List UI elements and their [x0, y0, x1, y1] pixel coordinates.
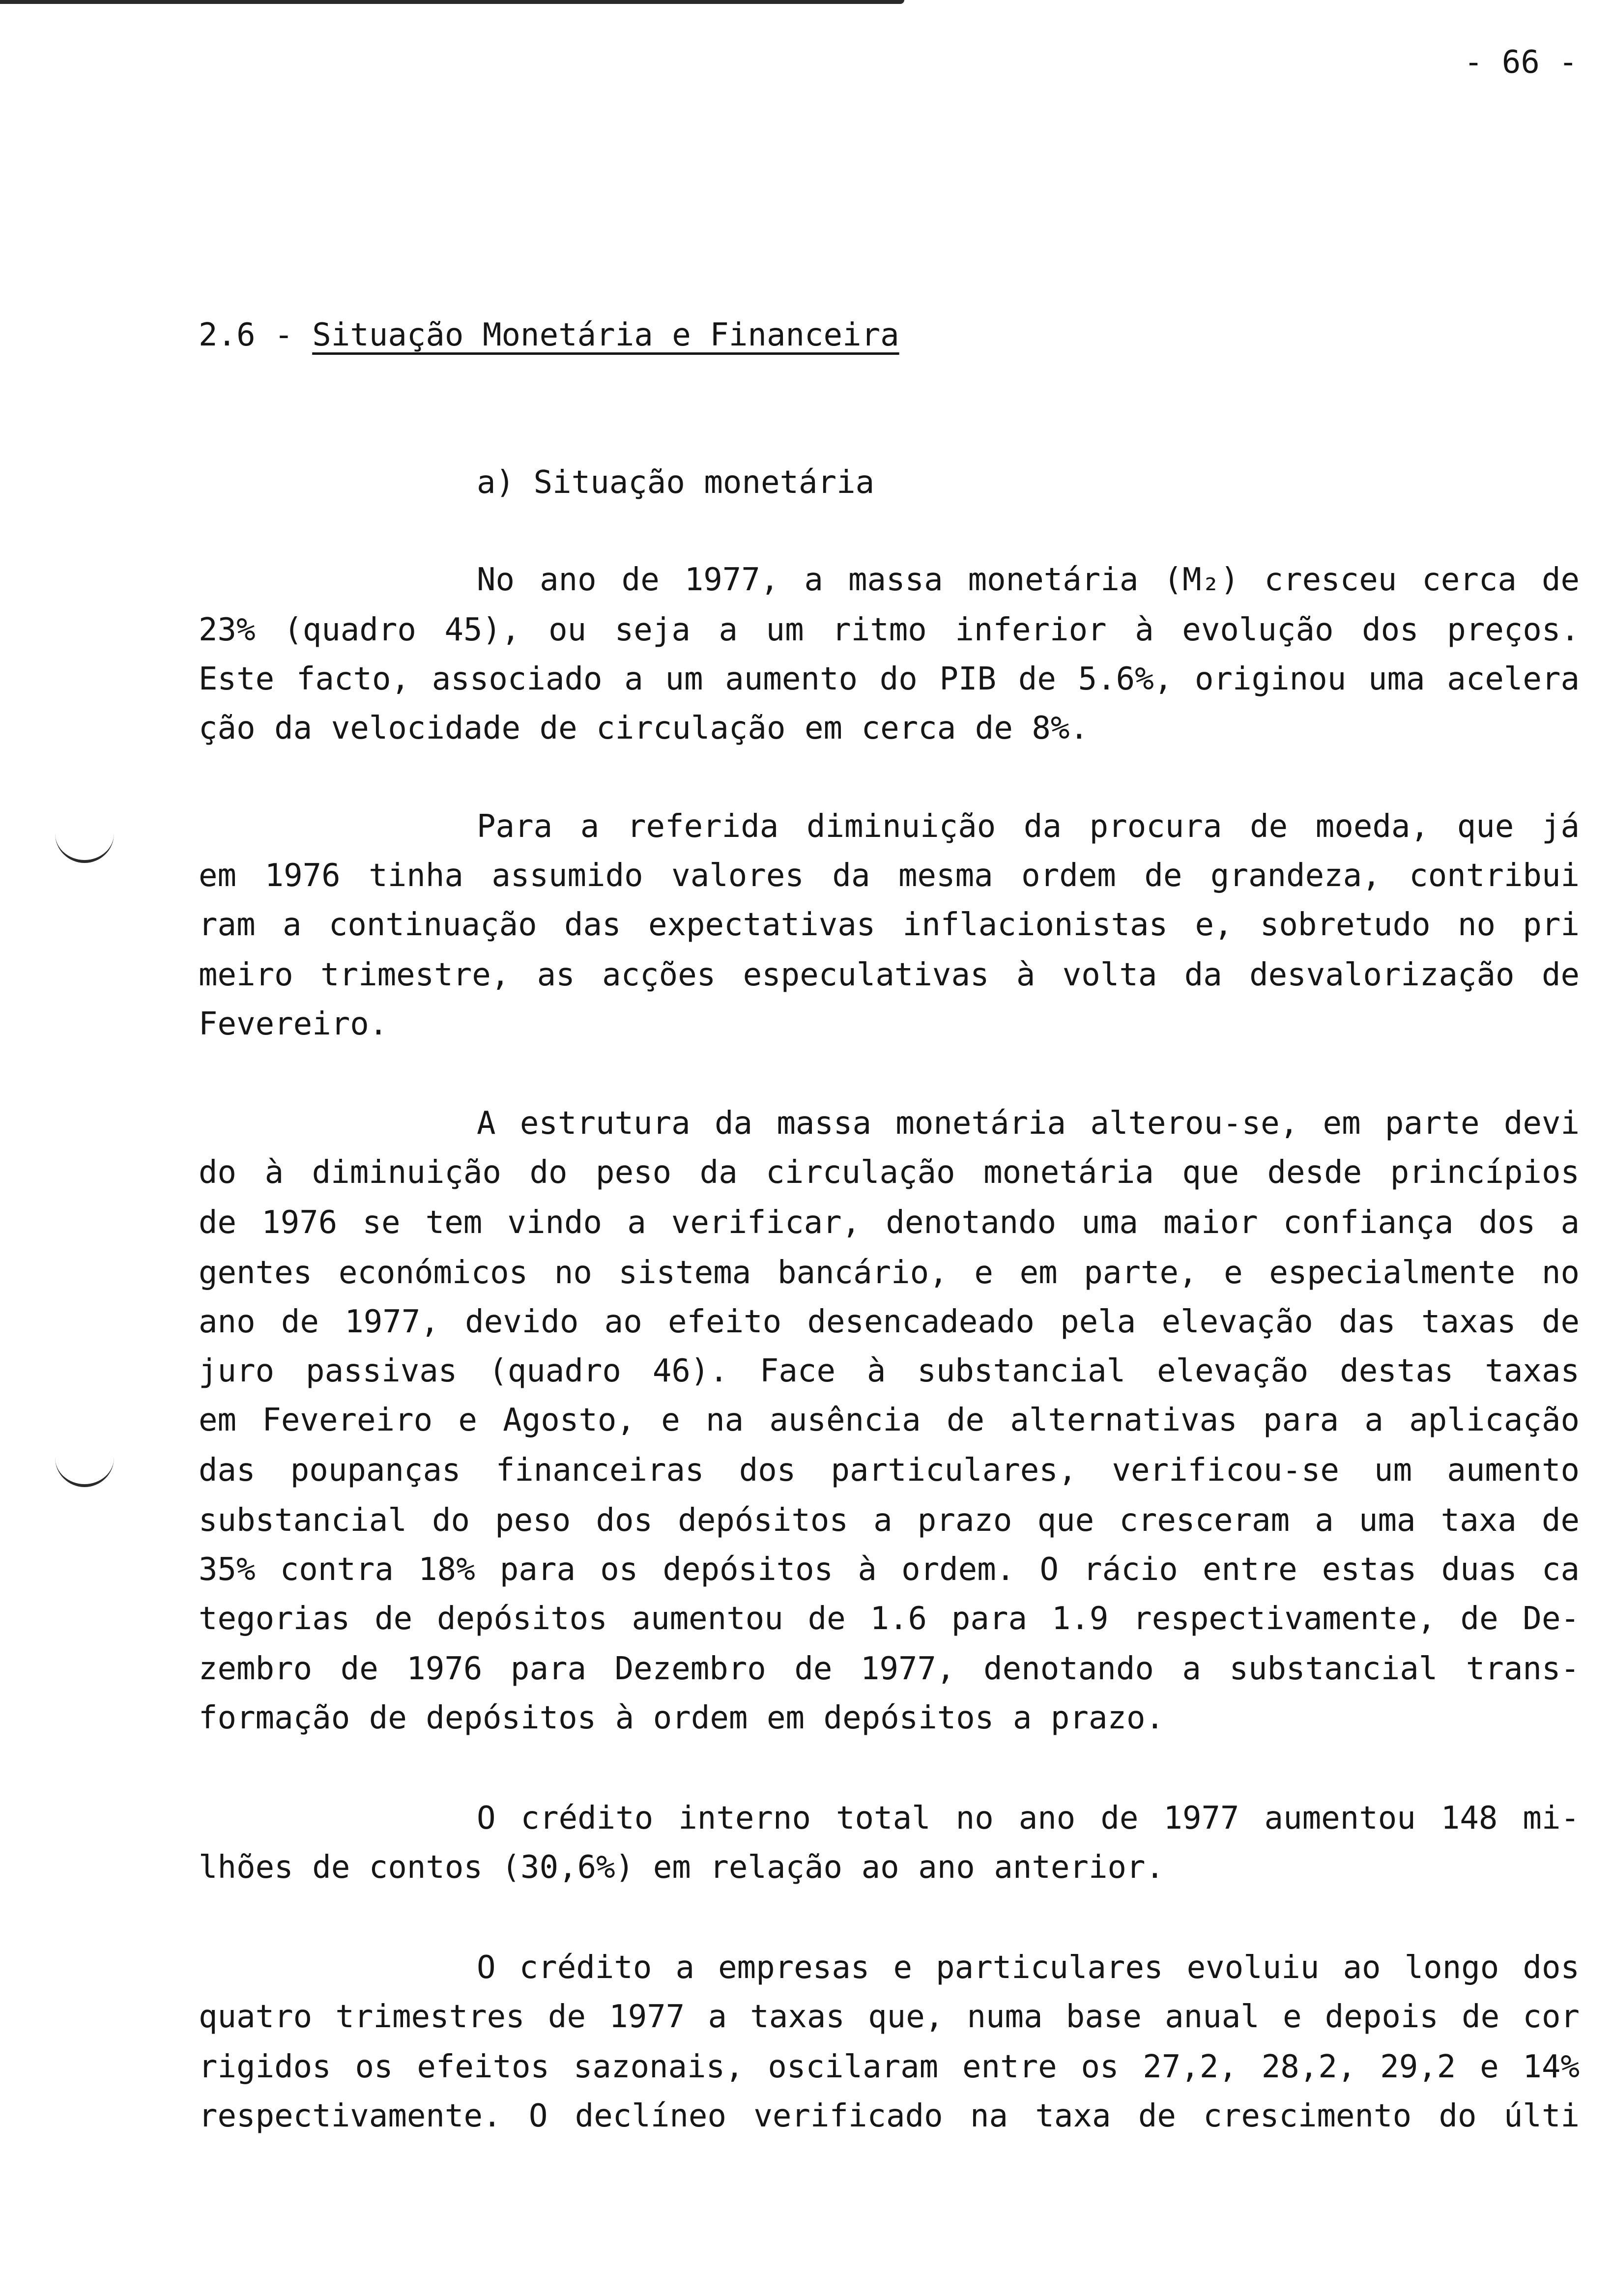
text-line: juro passivas (quadro 46). Face à substancial elevação destas taxas — [199, 1353, 1580, 1389]
text-line: Este facto, associado a um aumento do PIB de 5.6%, originou uma acelera — [199, 661, 1580, 697]
text-line: ram a continuação das expectativas inflacionistas e, sobretudo no pri — [199, 907, 1580, 943]
text-line: Fevereiro. — [199, 1006, 388, 1042]
page-number: - 66 - — [1464, 44, 1578, 81]
text-line: em 1976 tinha assumido valores da mesma ordem de grandeza, contribui — [199, 858, 1580, 894]
subsection-heading: a) Situação monetária — [477, 464, 875, 501]
section-title: Situação Monetária e Financeira — [312, 317, 899, 353]
text-line: ção da velocidade de circulação em cerca de 8%. — [199, 710, 1089, 746]
section-number: 2.6 - — [199, 317, 313, 353]
top-rule — [0, 0, 904, 4]
text-line: em Fevereiro e Agosto, e na ausência de alternativas para a aplicação — [199, 1402, 1580, 1438]
text-line: tegorias de depósitos aumentou de 1.6 para 1.9 respectivamente, de De- — [199, 1601, 1580, 1637]
text-line: Para a referida diminuição da procura de moeda, que já — [477, 808, 1580, 845]
text-line: A estrutura da massa monetária alterou-se, em parte devi — [477, 1105, 1580, 1142]
text-line: O crédito interno total no ano de 1977 aumentou 148 mi- — [477, 1800, 1580, 1837]
text-line: rigidos os efeitos sazonais, oscilaram entre os 27,2, 28,2, 29,2 e 14% — [199, 2049, 1580, 2085]
text-line: gentes económicos no sistema bancário, e em parte, e especialmente no — [199, 1255, 1580, 1291]
text-line: lhões de contos (30,6%) em relação ao ano anterior. — [199, 1849, 1165, 1886]
text-line: O crédito a empresas e particulares evoluiu ao longo dos — [477, 1950, 1580, 1986]
text-line: de 1976 se tem vindo a verificar, denotando uma maior confiança dos a — [199, 1205, 1580, 1241]
text-line: substancial do peso dos depósitos a prazo que cresceram a uma taxa de — [199, 1502, 1580, 1539]
text-line: 23% (quadro 45), ou seja a um ritmo inferior à evolução dos preços. — [199, 612, 1580, 648]
text-line: respectivamente. O declíneo verificado na taxa de crescimento do últi — [199, 2098, 1580, 2134]
text-line: meiro trimestre, as acções especulativas à volta da desvalorização de — [199, 957, 1580, 993]
text-line: formação de depósitos à ordem em depósitos a prazo. — [199, 1700, 1165, 1736]
text-line: ano de 1977, devido ao efeito desencadeado pela elevação das taxas de — [199, 1304, 1580, 1340]
text-line: 35% contra 18% para os depósitos à ordem. O rácio entre estas duas ca — [199, 1551, 1580, 1588]
text-line: do à diminuição do peso da circulação monetária que desde princípios — [199, 1154, 1580, 1191]
text-line: quatro trimestres de 1977 a taxas que, numa base anual e depois de cor — [199, 1999, 1580, 2035]
margin-mark — [55, 831, 114, 863]
text-line: No ano de 1977, a massa monetária (M₂) cresceu cerca de — [477, 562, 1580, 598]
section-heading — [199, 311, 899, 360]
text-line: zembro de 1976 para Dezembro de 1977, denotando a substancial trans- — [199, 1651, 1580, 1687]
margin-mark — [55, 1455, 114, 1487]
text-line: das poupanças financeiras dos particulares, verificou-se um aumento — [199, 1452, 1580, 1489]
